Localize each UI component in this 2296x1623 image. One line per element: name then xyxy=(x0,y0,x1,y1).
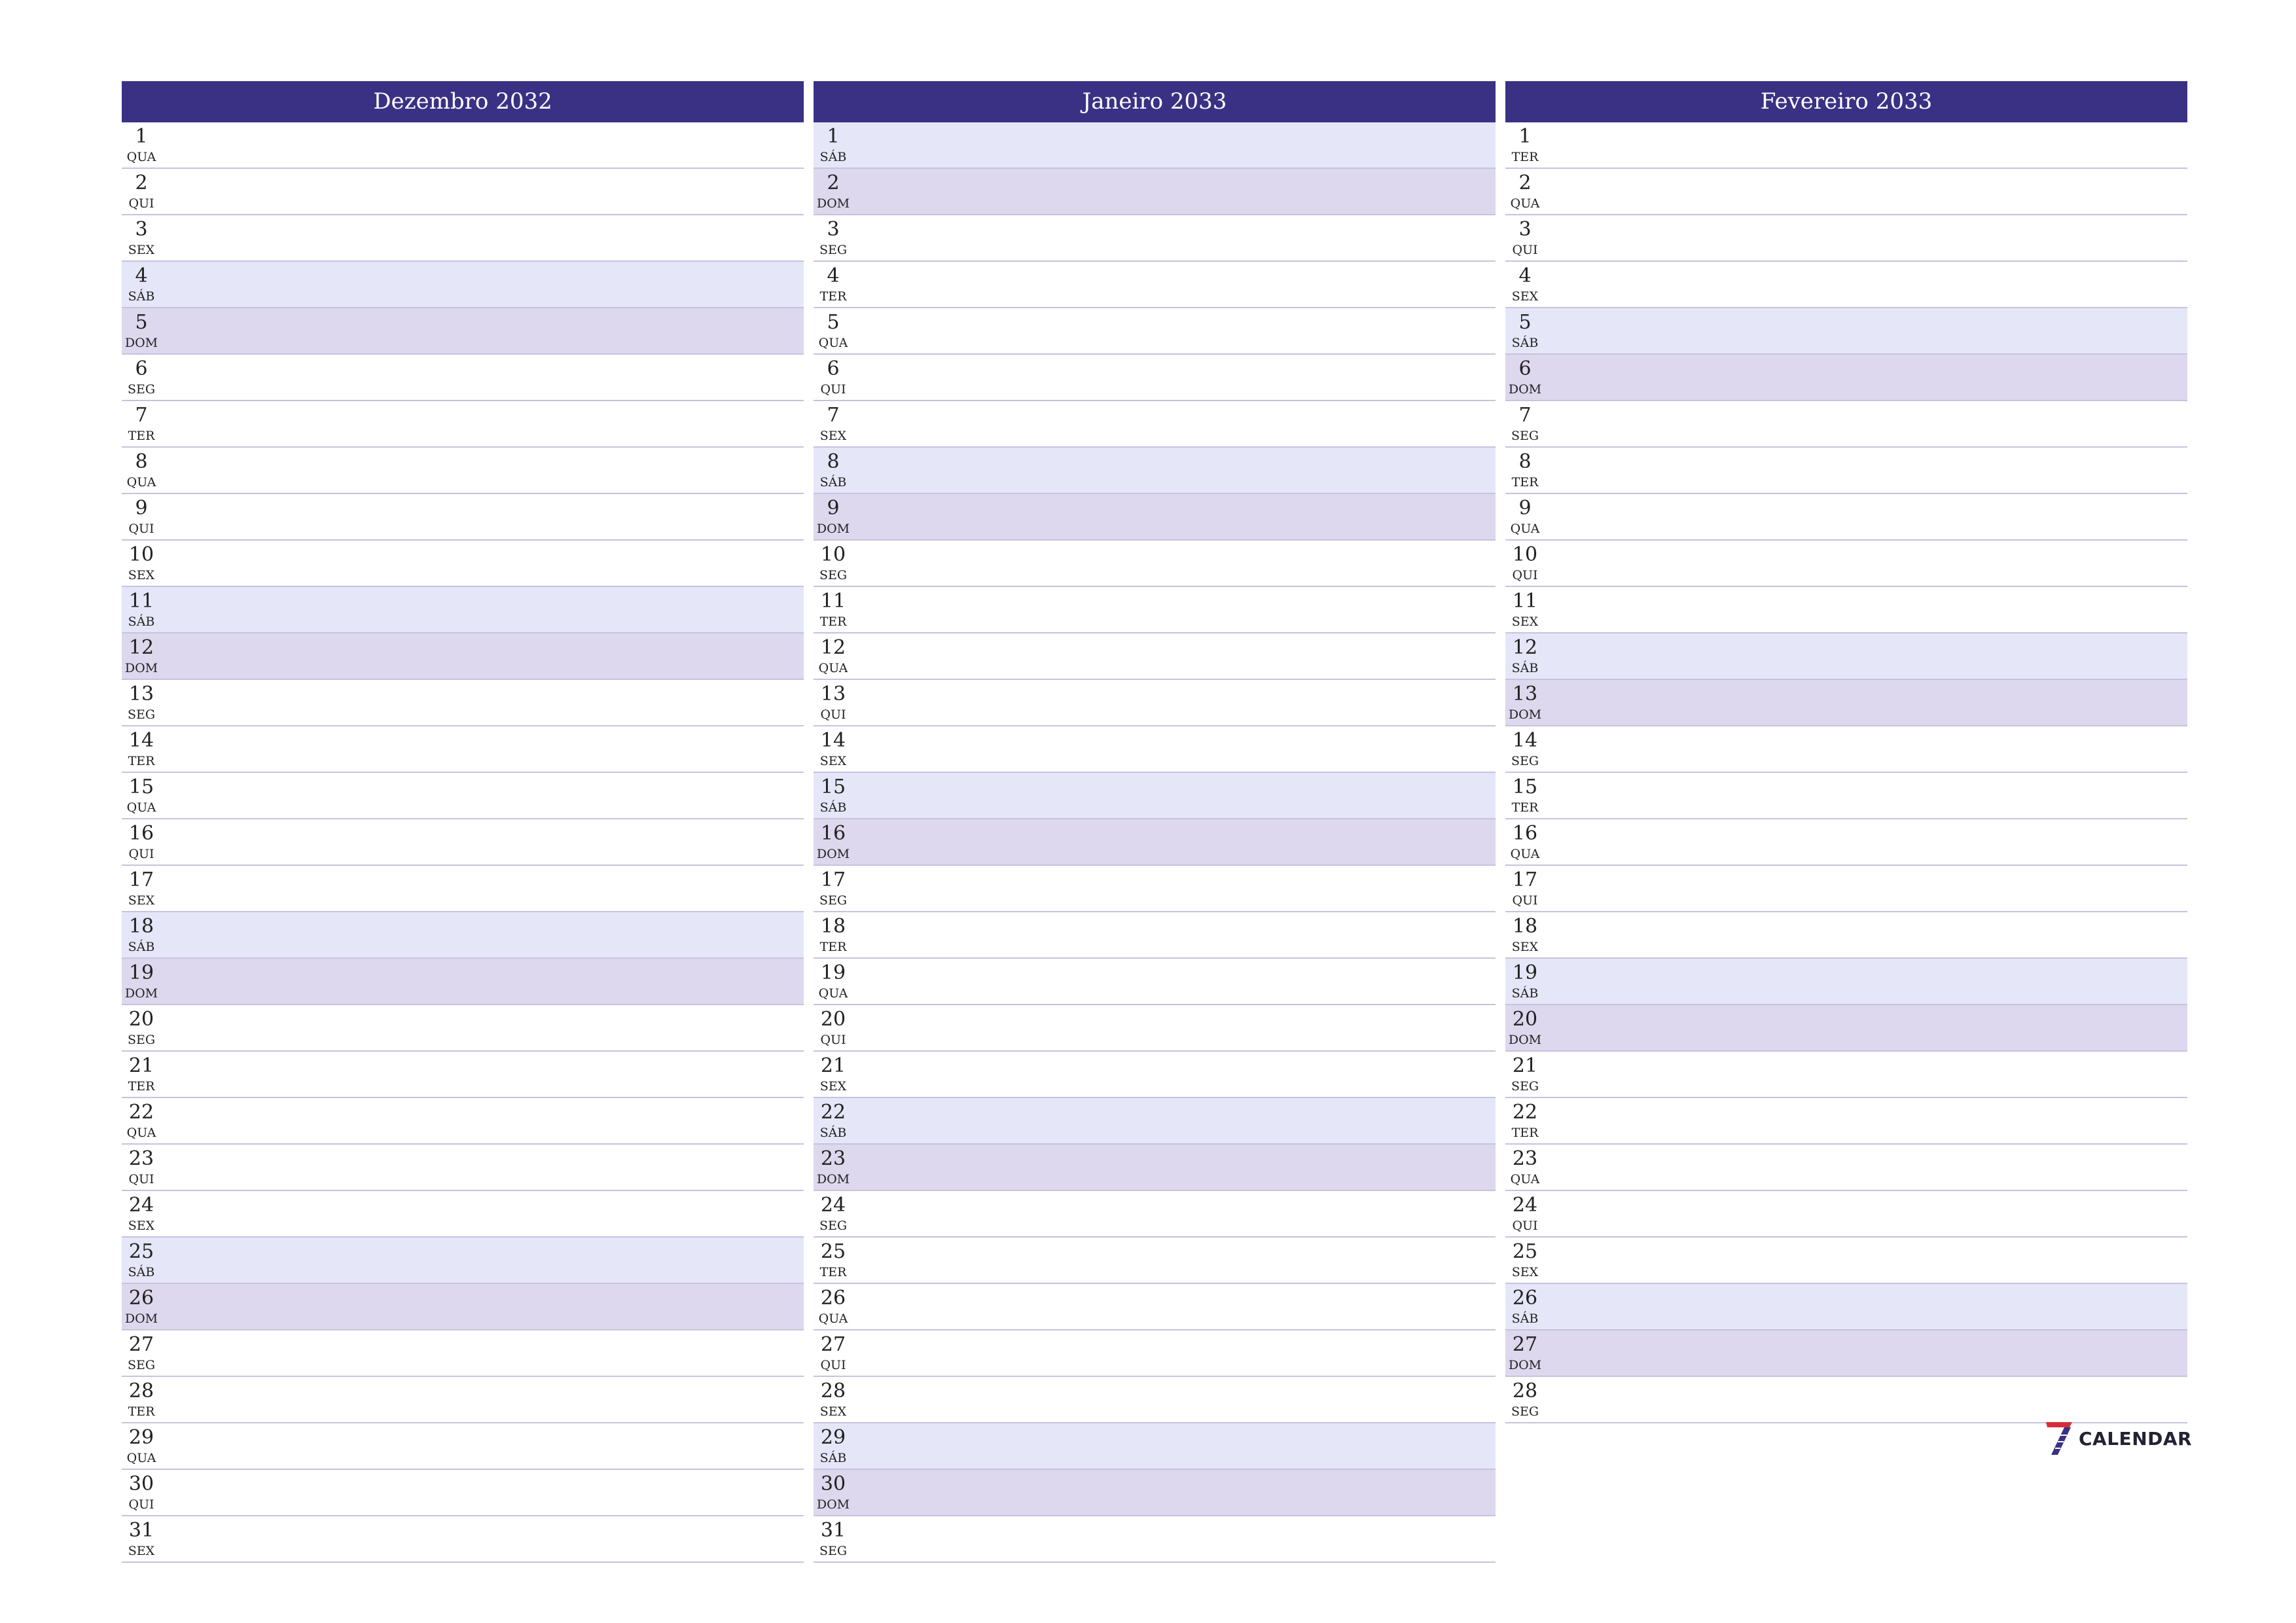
weekday-label: QUI xyxy=(820,1033,846,1047)
day-row xyxy=(814,1005,1496,1052)
day-row xyxy=(814,819,1496,866)
weekday-label: QUA xyxy=(126,150,156,164)
weekday-label: SEX xyxy=(819,429,847,443)
day-row xyxy=(814,1330,1496,1377)
day-row xyxy=(814,494,1496,541)
day-row xyxy=(1505,1191,2187,1238)
weekday-label: DOM xyxy=(124,986,158,1001)
day-number: 21 xyxy=(820,1054,846,1077)
weekday-label: QUA xyxy=(126,1126,156,1140)
day-row xyxy=(1505,169,2187,215)
day-number: 26 xyxy=(128,1287,154,1310)
weekday-label: QUA xyxy=(126,475,156,490)
day-row xyxy=(122,912,804,959)
day-row xyxy=(814,912,1496,959)
weekday-label: QUI xyxy=(128,196,154,211)
weekday-label: TER xyxy=(819,615,847,629)
day-number: 1 xyxy=(135,125,148,148)
day-row xyxy=(1505,1005,2187,1052)
day-number: 21 xyxy=(128,1054,154,1077)
day-row xyxy=(1505,819,2187,866)
day-number: 10 xyxy=(128,543,154,566)
day-row xyxy=(814,1516,1496,1563)
day-row xyxy=(122,773,804,819)
weekday-label: SEX xyxy=(128,1544,155,1558)
day-row xyxy=(1505,541,2187,587)
weekday-label: SEX xyxy=(128,243,155,257)
weekday-label: TER xyxy=(1511,475,1539,490)
weekday-label: DOM xyxy=(816,522,850,536)
day-list xyxy=(1505,122,2187,1423)
day-row xyxy=(1505,680,2187,726)
weekday-label: SEX xyxy=(819,754,847,768)
weekday-label: SEG xyxy=(127,707,156,722)
day-number: 6 xyxy=(135,357,148,380)
day-row xyxy=(814,959,1496,1005)
day-number: 11 xyxy=(128,590,154,613)
weekday-label: QUI xyxy=(1512,893,1538,908)
day-number: 16 xyxy=(820,822,846,845)
month-column-december xyxy=(122,81,804,1563)
weekday-label: QUA xyxy=(818,661,848,675)
weekday-label: TER xyxy=(128,1079,155,1094)
day-row xyxy=(814,726,1496,773)
day-row xyxy=(122,448,804,494)
day-number: 31 xyxy=(128,1519,154,1542)
weekday-label: SÁB xyxy=(128,615,155,629)
day-number: 22 xyxy=(128,1101,154,1124)
weekday-label: SEG xyxy=(1511,1404,1539,1419)
weekday-label: QUA xyxy=(818,986,848,1001)
day-number: 17 xyxy=(128,868,154,891)
day-number: 20 xyxy=(1512,1008,1538,1031)
weekday-label: SEG xyxy=(127,382,156,397)
weekday-label: SÁB xyxy=(1511,661,1539,675)
weekday-label: SÁB xyxy=(128,940,155,954)
seven-logo-icon xyxy=(2045,1421,2073,1456)
day-number: 17 xyxy=(820,868,846,891)
weekday-label: SEG xyxy=(1511,1079,1539,1094)
day-row xyxy=(122,1238,804,1284)
day-number: 7 xyxy=(1518,404,1532,427)
day-row xyxy=(814,633,1496,680)
day-row xyxy=(1505,1330,2187,1377)
day-number: 18 xyxy=(820,915,846,938)
day-row xyxy=(1505,866,2187,912)
weekday-label: QUA xyxy=(1510,847,1540,861)
day-number: 28 xyxy=(128,1380,154,1402)
day-row xyxy=(1505,401,2187,448)
day-number: 6 xyxy=(827,357,840,380)
day-row xyxy=(814,1191,1496,1238)
day-number: 13 xyxy=(820,683,846,705)
day-row xyxy=(1505,308,2187,355)
day-number: 25 xyxy=(1512,1240,1538,1263)
weekday-label: SEX xyxy=(819,1404,847,1419)
weekday-label: SÁB xyxy=(819,475,847,490)
day-number: 10 xyxy=(820,543,846,566)
day-number: 2 xyxy=(135,171,148,194)
day-row xyxy=(814,1052,1496,1098)
day-number: 7 xyxy=(135,404,148,427)
weekday-label: TER xyxy=(1511,150,1539,164)
month-column-january xyxy=(814,81,1496,1563)
weekday-label: QUI xyxy=(1512,243,1538,257)
weekday-label: DOM xyxy=(1508,382,1542,397)
day-number: 29 xyxy=(820,1426,846,1449)
month-title: Dezembro 2032 xyxy=(122,81,804,122)
day-row xyxy=(122,1330,804,1377)
day-number: 23 xyxy=(1512,1147,1538,1170)
day-number: 9 xyxy=(827,497,840,520)
day-number: 8 xyxy=(135,450,148,473)
day-number: 7 xyxy=(827,404,840,427)
brand-logo xyxy=(2045,1419,2192,1458)
weekday-label: SEX xyxy=(1511,940,1539,954)
day-row xyxy=(122,1005,804,1052)
weekday-label: QUI xyxy=(128,1497,154,1512)
day-number: 12 xyxy=(1512,636,1538,659)
day-row xyxy=(814,122,1496,169)
weekday-label: DOM xyxy=(1508,707,1542,722)
day-row xyxy=(814,1377,1496,1423)
day-number: 16 xyxy=(1512,822,1538,845)
day-row xyxy=(122,308,804,355)
day-row xyxy=(814,541,1496,587)
day-number: 3 xyxy=(827,218,840,241)
day-row xyxy=(1505,355,2187,401)
weekday-label: SEG xyxy=(127,1358,156,1372)
day-row xyxy=(1505,1284,2187,1330)
weekday-label: DOM xyxy=(816,847,850,861)
day-row xyxy=(1505,726,2187,773)
day-row xyxy=(122,587,804,633)
day-row xyxy=(122,1052,804,1098)
day-number: 27 xyxy=(820,1333,846,1356)
day-row xyxy=(122,1284,804,1330)
weekday-label: SÁB xyxy=(1511,336,1539,350)
day-number: 31 xyxy=(820,1519,846,1542)
day-number: 21 xyxy=(1512,1054,1538,1077)
day-row xyxy=(1505,912,2187,959)
day-number: 14 xyxy=(820,729,846,752)
weekday-label: SEG xyxy=(1511,429,1539,443)
day-number: 14 xyxy=(128,729,154,752)
day-number: 3 xyxy=(1518,218,1532,241)
weekday-label: DOM xyxy=(124,661,158,675)
weekday-label: QUA xyxy=(818,1311,848,1326)
logo-text: CALENDAR xyxy=(2079,1427,2193,1450)
weekday-label: QUA xyxy=(818,336,848,350)
day-row xyxy=(122,680,804,726)
day-number: 11 xyxy=(820,590,846,613)
weekday-label: TER xyxy=(1511,800,1539,815)
day-row xyxy=(814,680,1496,726)
day-row xyxy=(1505,773,2187,819)
day-number: 18 xyxy=(128,915,154,938)
day-number: 19 xyxy=(128,961,154,984)
day-number: 24 xyxy=(820,1194,846,1217)
weekday-label: SÁB xyxy=(819,1126,847,1140)
day-row xyxy=(122,1377,804,1423)
day-row xyxy=(122,1516,804,1563)
day-row xyxy=(1505,215,2187,262)
weekday-label: QUA xyxy=(1510,1172,1540,1186)
weekday-label: QUI xyxy=(128,1172,154,1186)
day-number: 12 xyxy=(128,636,154,659)
day-row xyxy=(122,355,804,401)
day-number: 28 xyxy=(1512,1380,1538,1402)
day-row xyxy=(814,1145,1496,1191)
weekday-label: SEX xyxy=(1511,1265,1539,1279)
day-number: 30 xyxy=(820,1472,846,1495)
weekday-label: QUI xyxy=(128,847,154,861)
weekday-label: DOM xyxy=(124,336,158,350)
month-title: Janeiro 2033 xyxy=(814,81,1496,122)
day-number: 23 xyxy=(820,1147,846,1170)
day-number: 15 xyxy=(820,776,846,798)
weekday-label: QUA xyxy=(1510,522,1540,536)
day-number: 27 xyxy=(1512,1333,1538,1356)
day-number: 29 xyxy=(128,1426,154,1449)
weekday-label: SEX xyxy=(128,1219,155,1233)
day-number: 5 xyxy=(1518,311,1532,334)
day-row xyxy=(1505,1238,2187,1284)
day-row xyxy=(1505,494,2187,541)
day-number: 12 xyxy=(820,636,846,659)
weekday-label: QUI xyxy=(1512,1219,1538,1233)
weekday-label: QUI xyxy=(1512,568,1538,582)
day-number: 20 xyxy=(820,1008,846,1031)
day-number: 26 xyxy=(1512,1287,1538,1310)
day-number: 15 xyxy=(1512,776,1538,798)
day-number: 5 xyxy=(827,311,840,334)
day-row xyxy=(122,494,804,541)
day-row xyxy=(814,169,1496,215)
day-number: 4 xyxy=(1518,264,1532,287)
weekday-label: QUA xyxy=(1510,196,1540,211)
day-row xyxy=(1505,1377,2187,1423)
day-number: 4 xyxy=(135,264,148,287)
day-number: 8 xyxy=(827,450,840,473)
weekday-label: DOM xyxy=(816,1497,850,1512)
day-number: 25 xyxy=(820,1240,846,1263)
weekday-label: TER xyxy=(819,289,847,304)
day-row xyxy=(814,587,1496,633)
day-row xyxy=(1505,959,2187,1005)
day-row xyxy=(122,262,804,308)
weekday-label: SEG xyxy=(819,568,848,582)
weekday-label: DOM xyxy=(816,1172,850,1186)
weekday-label: TER xyxy=(128,754,155,768)
day-number: 25 xyxy=(128,1240,154,1263)
day-row xyxy=(814,1098,1496,1145)
day-number: 20 xyxy=(128,1008,154,1031)
day-row xyxy=(1505,448,2187,494)
weekday-label: SEG xyxy=(1511,754,1539,768)
day-row xyxy=(814,355,1496,401)
day-number: 22 xyxy=(1512,1101,1538,1124)
day-row xyxy=(122,1470,804,1516)
day-row xyxy=(122,1145,804,1191)
weekday-label: SÁB xyxy=(819,1451,847,1465)
weekday-label: SEX xyxy=(128,893,155,908)
day-number: 13 xyxy=(128,683,154,705)
day-number: 28 xyxy=(820,1380,846,1402)
weekday-label: SÁB xyxy=(128,289,155,304)
day-number: 11 xyxy=(1512,590,1538,613)
weekday-label: TER xyxy=(128,429,155,443)
day-row xyxy=(814,262,1496,308)
day-row xyxy=(1505,262,2187,308)
day-number: 9 xyxy=(135,497,148,520)
day-number: 24 xyxy=(1512,1194,1538,1217)
weekday-label: SÁB xyxy=(1511,986,1539,1001)
weekday-label: SEG xyxy=(127,1033,156,1047)
day-row xyxy=(814,401,1496,448)
weekday-label: SÁB xyxy=(819,150,847,164)
day-number: 15 xyxy=(128,776,154,798)
day-row xyxy=(814,773,1496,819)
day-list xyxy=(122,122,804,1563)
day-number: 30 xyxy=(128,1472,154,1495)
day-row xyxy=(1505,633,2187,680)
day-row xyxy=(122,169,804,215)
weekday-label: SEG xyxy=(819,1544,848,1558)
day-row xyxy=(122,1191,804,1238)
weekday-label: QUA xyxy=(126,1451,156,1465)
weekday-label: SÁB xyxy=(128,1265,155,1279)
day-row xyxy=(814,308,1496,355)
day-number: 23 xyxy=(128,1147,154,1170)
day-row xyxy=(122,122,804,169)
day-number: 5 xyxy=(135,311,148,334)
day-row xyxy=(122,215,804,262)
day-number: 24 xyxy=(128,1194,154,1217)
day-number: 1 xyxy=(827,125,840,148)
weekday-label: DOM xyxy=(1508,1358,1542,1372)
day-row xyxy=(814,448,1496,494)
day-number: 26 xyxy=(820,1287,846,1310)
day-number: 19 xyxy=(820,961,846,984)
weekday-label: DOM xyxy=(124,1311,158,1326)
weekday-label: QUA xyxy=(126,800,156,815)
day-number: 8 xyxy=(1518,450,1532,473)
day-number: 27 xyxy=(128,1333,154,1356)
day-row xyxy=(122,1423,804,1470)
day-row xyxy=(814,866,1496,912)
day-row xyxy=(122,1098,804,1145)
weekday-label: SEG xyxy=(819,1219,848,1233)
weekday-label: SÁB xyxy=(819,800,847,815)
month-column-february xyxy=(1505,81,2187,1423)
weekday-label: TER xyxy=(819,1265,847,1279)
day-row xyxy=(814,1470,1496,1516)
weekday-label: QUI xyxy=(128,522,154,536)
day-row xyxy=(122,541,804,587)
weekday-label: QUI xyxy=(820,1358,846,1372)
weekday-label: QUI xyxy=(820,382,846,397)
day-number: 18 xyxy=(1512,915,1538,938)
weekday-label: DOM xyxy=(816,196,850,211)
weekday-label: SEX xyxy=(1511,615,1539,629)
weekday-label: SEG xyxy=(819,243,848,257)
weekday-label: SEX xyxy=(1511,289,1539,304)
day-number: 17 xyxy=(1512,868,1538,891)
weekday-label: TER xyxy=(819,940,847,954)
weekday-label: QUI xyxy=(820,707,846,722)
weekday-label: TER xyxy=(128,1404,155,1419)
day-number: 6 xyxy=(1518,357,1532,380)
weekday-label: SEX xyxy=(819,1079,847,1094)
day-number: 2 xyxy=(1518,171,1532,194)
day-number: 2 xyxy=(827,171,840,194)
day-row xyxy=(1505,122,2187,169)
day-row xyxy=(814,215,1496,262)
day-number: 16 xyxy=(128,822,154,845)
weekday-label: TER xyxy=(1511,1126,1539,1140)
day-number: 1 xyxy=(1518,125,1532,148)
day-number: 14 xyxy=(1512,729,1538,752)
weekday-label: SEX xyxy=(128,568,155,582)
day-row xyxy=(814,1423,1496,1470)
month-title: Fevereiro 2033 xyxy=(1505,81,2187,122)
day-number: 3 xyxy=(135,218,148,241)
weekday-label: SEG xyxy=(819,893,848,908)
day-row xyxy=(122,726,804,773)
day-row xyxy=(1505,1052,2187,1098)
day-row xyxy=(1505,587,2187,633)
weekday-label: DOM xyxy=(1508,1033,1542,1047)
day-row xyxy=(122,633,804,680)
day-row xyxy=(122,959,804,1005)
day-number: 13 xyxy=(1512,683,1538,705)
day-row xyxy=(122,819,804,866)
day-number: 9 xyxy=(1518,497,1532,520)
day-row xyxy=(814,1238,1496,1284)
day-number: 10 xyxy=(1512,543,1538,566)
day-number: 22 xyxy=(820,1101,846,1124)
day-list xyxy=(814,122,1496,1563)
weekday-label: SÁB xyxy=(1511,1311,1539,1326)
day-row xyxy=(122,401,804,448)
day-row xyxy=(1505,1098,2187,1145)
day-number: 19 xyxy=(1512,961,1538,984)
day-number: 4 xyxy=(827,264,840,287)
day-row xyxy=(122,866,804,912)
day-row xyxy=(1505,1145,2187,1191)
day-row xyxy=(814,1284,1496,1330)
